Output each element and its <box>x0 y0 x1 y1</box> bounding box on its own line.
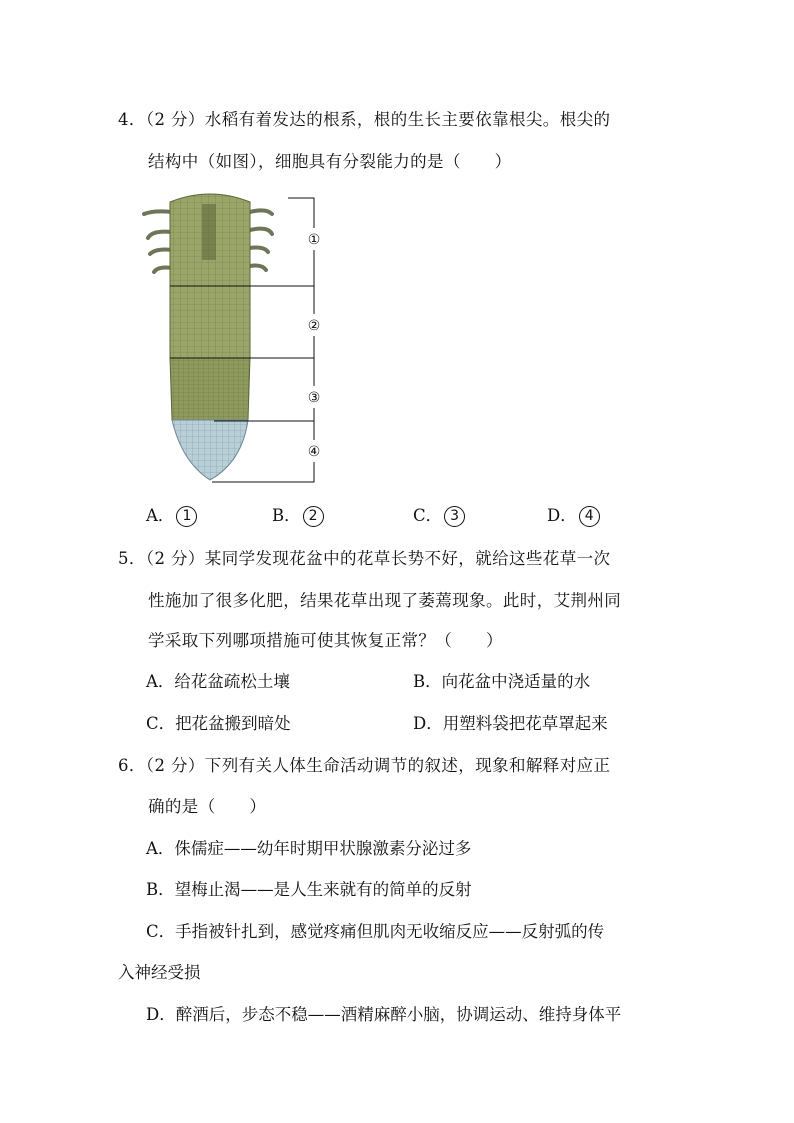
q6-option-b[interactable]: B．望梅止渴——是人生来就有的简单的反射 <box>146 880 472 899</box>
elongation-zone <box>170 286 250 358</box>
q5-stem-line3: 学采取下列哪项措施可使其恢复正常？（ ） <box>148 631 503 650</box>
q5-option-d[interactable]: D．用塑料袋把花草罩起来 <box>413 714 608 733</box>
q4-option-a[interactable] <box>146 502 197 527</box>
zone-label-4: ④ <box>307 444 321 460</box>
meristem-zone <box>170 358 250 420</box>
root-tip-figure <box>138 184 338 484</box>
q4-option-d-value: 4 <box>579 506 600 527</box>
q5-stem-line2: 性施加了很多化肥，结果花草出现了萎蔫现象。此时，艾荆州同 <box>148 591 622 610</box>
q4-option-a-prefix: A． <box>146 506 175 525</box>
q4-option-b-prefix: B． <box>272 506 301 525</box>
zone-label-3: ③ <box>307 390 321 406</box>
q4-option-a-value: 1 <box>176 506 197 527</box>
q5-stem-line1: 5．（2 分）某同学发现花盆中的花草长势不好，就给这些花草一次 <box>118 549 611 568</box>
q6-option-c-line2: 入神经受损 <box>118 963 201 982</box>
q4-option-c-value: 3 <box>444 506 465 527</box>
q5-option-b[interactable]: B．向花盆中浇适量的水 <box>413 672 591 691</box>
zone-label-1: ① <box>307 232 321 248</box>
q4-option-c[interactable] <box>413 502 465 527</box>
q6-stem-line1: 6．（2 分）下列有关人体生命活动调节的叙述，现象和解释对应正 <box>118 756 611 775</box>
q6-option-d-line1[interactable]: D．醉酒后，步态不稳——酒精麻醉小脑，协调运动、维持身体平 <box>146 1005 622 1024</box>
q4-option-d[interactable] <box>547 502 600 527</box>
q4-option-b[interactable] <box>272 502 324 527</box>
root-cap <box>172 420 248 480</box>
q4-stem-line1: 4．（2 分）水稻有着发达的根系，根的生长主要依靠根尖。根尖的 <box>118 110 611 129</box>
q4-stem-line2: 结构中（如图），细胞具有分裂能力的是（ ） <box>148 152 512 171</box>
q6-option-c-line1[interactable]: C．手指被针扎到，感觉疼痛但肌肉无收缩反应——反射弧的传 <box>146 922 605 941</box>
q4-option-c-prefix: C． <box>413 506 443 525</box>
zone-label-2: ② <box>307 318 321 334</box>
q4-option-d-prefix: D． <box>547 506 577 525</box>
q6-option-a[interactable]: A．侏儒症——幼年时期甲状腺激素分泌过多 <box>146 839 472 858</box>
q5-option-c[interactable]: C．把花盆搬到暗处 <box>146 714 291 733</box>
q6-stem-line2: 确的是（ ） <box>148 797 267 816</box>
root-tip-diagram <box>138 184 338 484</box>
q5-option-a[interactable]: A．给花盆疏松土壤 <box>146 672 290 691</box>
q4-option-b-value: 2 <box>303 506 324 527</box>
